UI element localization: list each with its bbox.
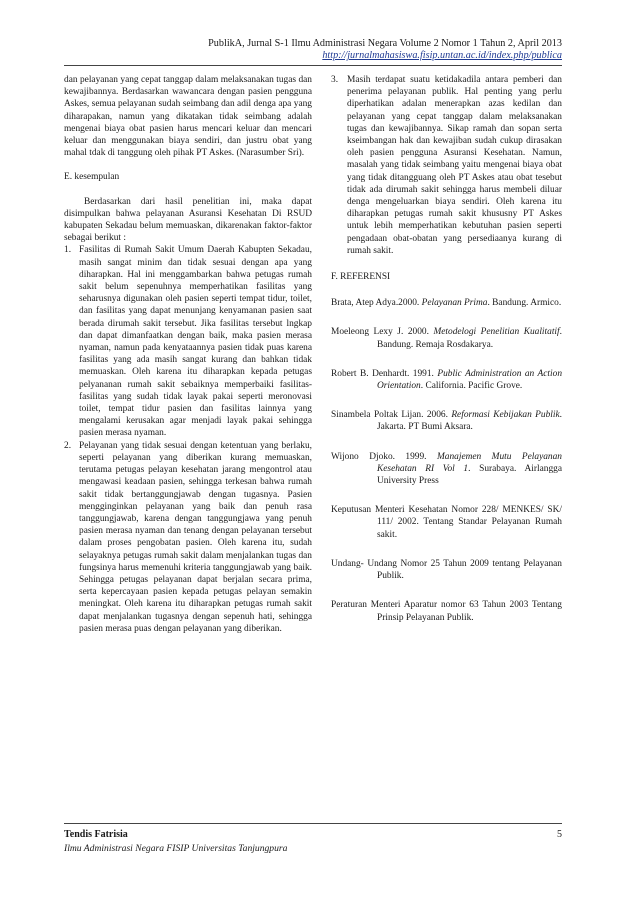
reference-entry <box>331 326 562 350</box>
reference-title: Metodelogi Penelitian Kualitatif <box>433 327 560 338</box>
conclusion-list <box>64 244 312 635</box>
reference-entry <box>331 368 562 392</box>
reference-text: Moeleong Lexy J. 2000. <box>331 327 434 338</box>
list-item-text: Fasilitas di Rumah Sakit Umum Daerah Kabupten Sekadau, masih sangat minim dan tidak sesuai dengan apa yang diharapkan. Hal ini menggambarkan bahwa petugas rumah sakit belum sepenuhnya memperhatikan fasilitas yang seharusnya digunakan oleh pasien seperti tempat tidur, toilet, dan fasilitas yang dapat menunjang kenyamanan pasien saat berada dirumah sakit tersebut. Jika fasilitas tersebut lngkap dan dapat dimanfaatkan dengan baik, maka pasien merasa nyaman, namun pada kenyataannya pasien tidak puas karena fasilitas yang ada masih sangat kurang dan bahkan tidak memuaskan. Oleh karena itu diharapkan kepada petugas pelyananan rumah sakit sebaiknya memperbaiki fasilitas-fasilitas yang sudah tidak layak pakai seperti meronovasi toilet, tempat tidur pasien dan fasilitas lainnya yang mengalami kerusakan agar menjadi layak pakai sehingga pasien merasa nyaman. <box>79 245 312 439</box>
page-number: 5 <box>557 829 562 840</box>
reference-title: Reformasi Kebijakan Publik <box>451 410 560 421</box>
reference-publisher: . Bandung. Armico. <box>487 298 562 309</box>
reference-title: Pelayanan Prima <box>421 298 488 309</box>
reference-publisher: . Surabaya. Airlangga University Press <box>377 463 562 487</box>
reference-text: Wijono Djoko. 1999. <box>331 451 437 462</box>
right-column <box>331 74 562 641</box>
list-item-number: 1. <box>64 245 72 256</box>
reference-title: Manajemen Mutu Pelayanan Kesehatan RI Vol 1 <box>377 451 562 474</box>
author-name: Tendis Fatrisia <box>64 829 128 840</box>
paragraph-intro: dan pelayanan yang cepat tanggap dalam melaksanakan tugas dan kewajibannya. Berdasarkan wawancara dengan pasien pengguna Askes, semua pelayanan sudah seimbang dan adil denga apa yang diharapakan, namun yang dikatakan tidak seimbang adalah mengenai biaya obat pasien harus mencari keluar dan mencari keluar dan menggunakan biaya sendiri, dan justru obat yang mahal tdak di tanggung oleh pihak PT Askes. (Narasumber Sri). <box>64 75 312 159</box>
reference-text: Peraturan Menteri Aparatur nomor 63 Tahun 2003 Tentang Prinsip Pelayanan Publik. <box>331 600 562 623</box>
reference-text: Brata, Atep Adya.2000. <box>331 298 422 309</box>
section-heading-kesimpulan: E. kesempulan <box>64 172 120 183</box>
paragraph-conclusion: Berdasarkan dari hasil penelitian ini, maka dapat disimpulkan bahwa pelayanan Asuransi Kesehatan Di RSUD kabupaten Sekadau belum memuaskan, dikarenakan faktor-faktor sebagai berikut : <box>64 196 312 244</box>
reference-publisher: . Bandung. Remaja Rosdakarya. <box>377 327 562 350</box>
conclusion-list-continued <box>331 74 562 257</box>
page-header <box>64 38 562 62</box>
journal-url-link[interactable]: http://jurnalmahasiswa.fisip.untan.ac.id/index.php/publica <box>322 50 562 61</box>
footer-divider <box>64 823 562 824</box>
reference-entry <box>331 409 562 433</box>
reference-list <box>331 297 562 623</box>
list-item-number: 2. <box>64 440 72 451</box>
reference-entry <box>331 297 562 309</box>
reference-text: Keputusan Menteri Kesehatan Nomor 228/ MENKES/ SK/ 111/ 2002. Tentang Standar Pelayanan Rumah sakit. <box>331 505 562 540</box>
list-item <box>331 74 562 257</box>
reference-publisher: . Jakarta. PT Bumi Aksara. <box>377 410 562 433</box>
reference-text: Sinambela Poltak Lijan. 2006. <box>331 410 452 421</box>
reference-title: Public Administration an Action Orientation <box>377 368 563 392</box>
list-item <box>64 244 312 439</box>
reference-publisher: . California. Pacific Grove. <box>420 381 523 392</box>
header-divider <box>64 65 562 66</box>
list-item <box>64 440 312 635</box>
list-item-text: Pelayanan yang tidak sesuai dengan ketentuan yang berlaku, seperti pelayanan yang diberikan kurang memuaskan, terutama petugas pelayan kesehatan jarang mengontrol atau mengawasi keadaan pasien, sehingga terkesan bahwa rumah sakit tidak bertanggungjawab dengan tugasnya. Pasien mengginginkan pelayanan yang baik dan penuh rasa tanggungjawab, karena dengan tanggungjawa yang penuh pasien merasa nyaman dan tenang dengan pelayanan tersebut dalam proses pengobatan pasien. Oleh karena itu, sudah selayaknya petugas rumah sakit dalam menjalankan tugas dan fungsinya harus memenuhi kriteria tanggungjawab yang baik. Sehingga petugas pelayanan dapat berjalan secara prima, serta kepercayaan pasien kepada petugas pelayan semakin meningkat. Oleh karena itu diharapkan petugas rumah sakit dapat menjalankan tugasnya dengan sepenuh hati, sehingga pasien merasa puas dengan pelayanan yang diberikan. <box>79 440 312 634</box>
reference-entry <box>331 504 562 541</box>
reference-entry <box>331 558 562 582</box>
reference-text: Robert B. Denhardt. 1991. <box>331 368 438 379</box>
reference-text: Undang- Undang Nomor 25 Tahun 2009 tentang Pelayanan Publik. <box>331 558 562 582</box>
author-affiliation: Ilmu Administrasi Negara FISIP Universitas Tanjungpura <box>64 843 288 854</box>
reference-entry <box>331 599 562 623</box>
list-item-text: Masih terdapat suatu ketidakadila antara pemberi dan penerima pelayanan publik. Hal penting yang perlu diperhatikan adalan menerapkan azas kedilan dan pelayanan yang cepat tanggap dalam melaksanakan tugas dan kewajibannya. Sikap ramah dan sopan serta kseimbangan hak dan kewajiban sudah cukup dirasakan oleh pasien pengguna Asuransi Kesehatan. Namun, masalah yang tidak seimbang yaitu mengenai biaya obat yang tidak ditangguang oleh PT Askes atau obat tesebut tidak ada dirumah sakit sehingga harus membeli diluar denga mengeluarkan biaya sendiri. Oleh karena itu diharapkan petugas rumah sakit khususny PT Askes untuk lebih memperhatikan kebutuhan pasien seperti pengadaan obat-obatan yang persediaanya kurang di rumah sakit. <box>347 75 562 256</box>
journal-title: PublikA, Jurnal S-1 Ilmu Administrasi Negara Volume 2 Nomor 1 Tahun 2, April 2013 <box>208 38 562 49</box>
left-column <box>64 74 312 635</box>
list-item-number: 3. <box>331 75 339 85</box>
section-heading-references: F. REFERENSI <box>331 272 391 283</box>
reference-entry <box>331 451 562 488</box>
